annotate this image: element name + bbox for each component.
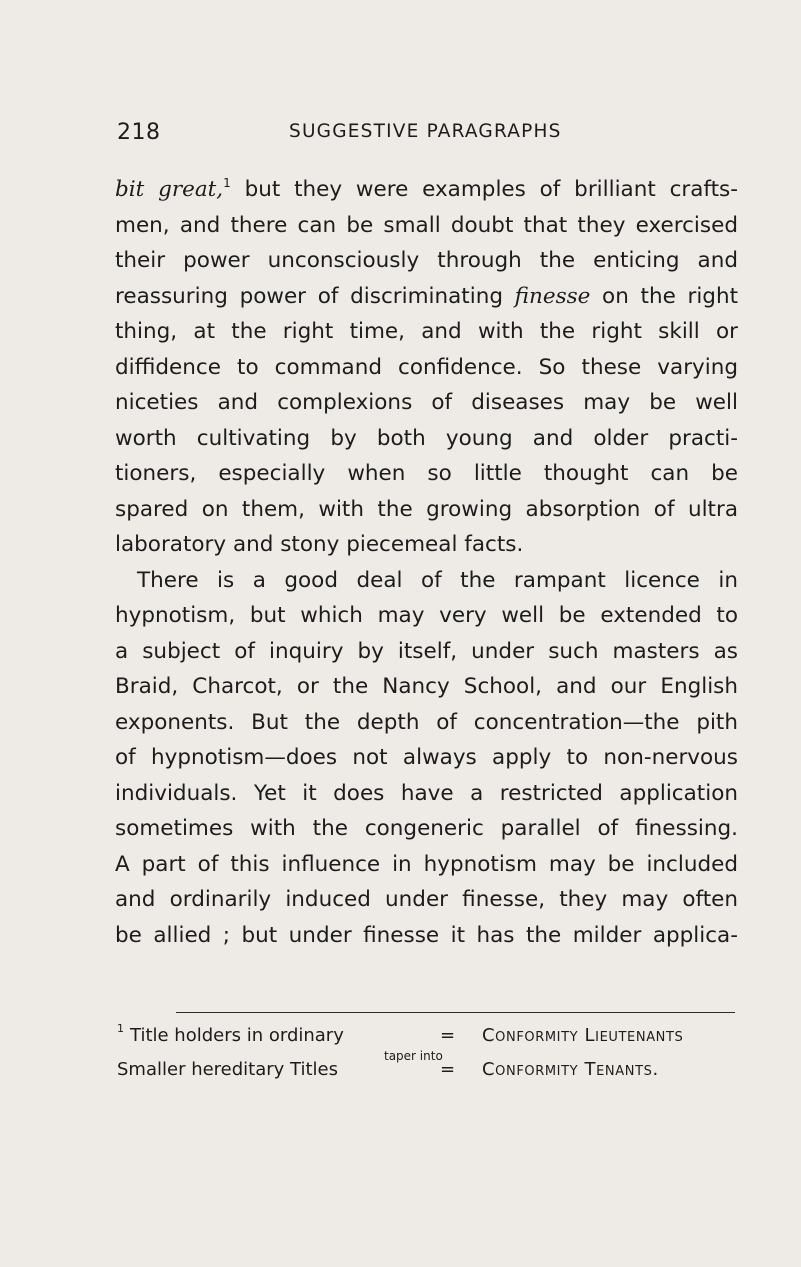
text-line: thing, at the right time, and with the right skill or xyxy=(115,319,738,344)
equals-sign: = xyxy=(440,1059,456,1080)
text-line: Braid, Charcot, or the Nancy School, and our English xyxy=(115,674,738,699)
footnote-row xyxy=(117,1022,344,1046)
page-header xyxy=(0,120,801,156)
footnote-right-text: Conformity Lieutenants xyxy=(482,1025,684,1046)
text-line: worth cultivating by both young and older practi- xyxy=(115,425,738,451)
footnote-annotation: taper into xyxy=(384,1049,443,1063)
text-line: their power unconsciously through the enticing and xyxy=(115,248,738,273)
text-line: spared on them, with the growing absorption of ultra xyxy=(115,496,738,522)
text-line: diffidence to command confidence. So these varying xyxy=(115,354,738,380)
footnote-left-text: Title holders in ordinary xyxy=(130,1025,344,1046)
text-line: sometimes with the congeneric parallel of finessing. xyxy=(115,816,738,841)
footnote-left-text: Smaller hereditary Titles xyxy=(117,1059,338,1080)
text-line: laboratory and stony piecemeal facts. xyxy=(115,532,524,557)
text-line: individuals. Yet it does have a restricted application xyxy=(115,780,738,806)
text-line: tioners, especially when so little thought can be xyxy=(115,461,738,486)
text-line: There is a good deal of the rampant licence in xyxy=(137,567,738,593)
text-line: exponents. But the depth of concentration—the pith xyxy=(115,709,738,735)
text-line: men, and there can be small doubt that they exercised xyxy=(115,212,738,238)
text-line: a subject of inquiry by itself, under such masters as xyxy=(115,638,738,664)
page-number: 218 xyxy=(117,120,161,145)
footnote-right-text: Conformity Tenants. xyxy=(482,1059,659,1080)
footnote-rule xyxy=(176,1012,735,1013)
equals-sign: = xyxy=(440,1025,456,1046)
text-line: reassuring power of discriminating finesse on the right xyxy=(115,283,738,309)
footnote xyxy=(117,1022,737,1085)
text-line: hypnotism, but which may very well be extended to xyxy=(115,603,738,628)
text-line: and ordinarily induced under finesse, they may often xyxy=(115,887,738,912)
footnote-row xyxy=(117,1059,338,1080)
running-head: SUGGESTIVE PARAGRAPHS xyxy=(289,121,562,142)
text-line: of hypnotism—does not always apply to non-nervous xyxy=(115,745,738,770)
text-line: be allied ; but under finesse it has the milder applica- xyxy=(115,922,738,948)
text-line: A part of this influence in hypnotism may be included xyxy=(115,851,738,877)
italic-word: finesse xyxy=(514,283,591,309)
text-line: niceties and complexions of diseases may be well xyxy=(115,390,738,415)
footnote-reference: 1 xyxy=(223,176,231,190)
text-line: bit great,$^1$ but they were examples of brilliant crafts- xyxy=(115,176,738,202)
italic-phrase: bit great, xyxy=(115,177,224,202)
footnote-mark: 1 xyxy=(117,1022,124,1035)
body-text xyxy=(115,172,738,953)
